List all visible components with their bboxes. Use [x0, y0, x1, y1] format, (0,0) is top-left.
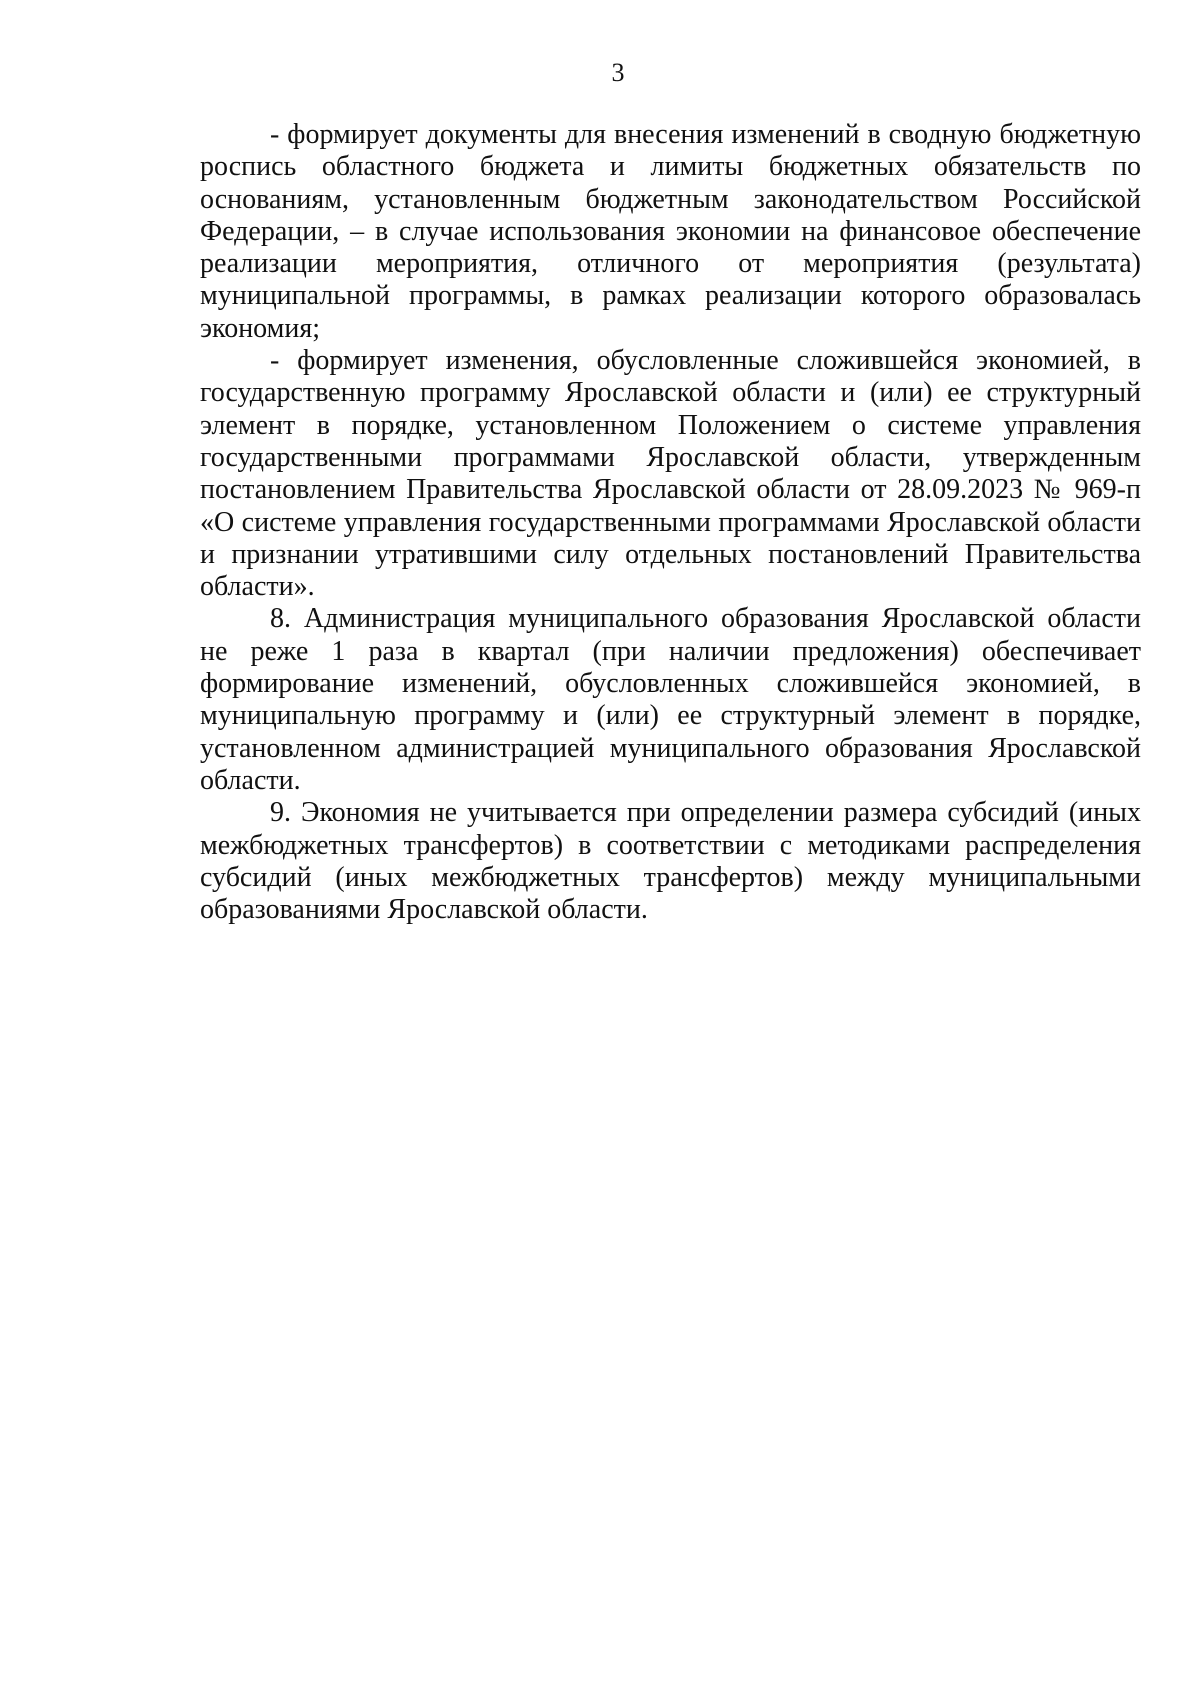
paragraph-item-9: 9. Экономия не учитывается при определении размера субсидий (иных межбюджетных трансфертов) в соответствии с методиками распределения субсидий (иных межбюджетных трансфертов) между муниципальными образованиями Ярославской области. [200, 797, 1141, 926]
paragraph-budget-documents: - формирует документы для внесения изменений в сводную бюджетную роспись областного бюджета и лимиты бюджетных обязательств по основаниям, установленным бюджетным законодательством Российской Федерации, – в случае использования экономии на финансовое обеспечение реализации мероприятия, отличного от мероприятия (результата) муниципальной программы, в рамках реализации которого образовалась экономия; [200, 119, 1141, 344]
paragraph-item-8: 8. Администрация муниципального образования Ярославской области не реже 1 раза в квартал (при наличии предложения) обеспечивает формирование изменений, обусловленных сложившейся экономией, в муниципальную программу и (или) ее структурный элемент в порядке, установленном администрацией муниципального образования Ярославской области. [200, 603, 1141, 796]
document-body [200, 119, 1141, 926]
paragraph-state-program-changes: - формирует изменения, обусловленные сложившейся экономией, в государственную программу Ярославской области и (или) ее структурный элемент в порядке, установленном Положением о системе управления государственными программами Ярославской области, утвержденным постановлением Правительства Ярославской области от 28.09.2023 № 969-п «О системе управления государственными программами Ярославской области и признании утратившими силу отдельных постановлений Правительства области». [200, 345, 1141, 603]
page-number: 3 [611, 58, 625, 87]
